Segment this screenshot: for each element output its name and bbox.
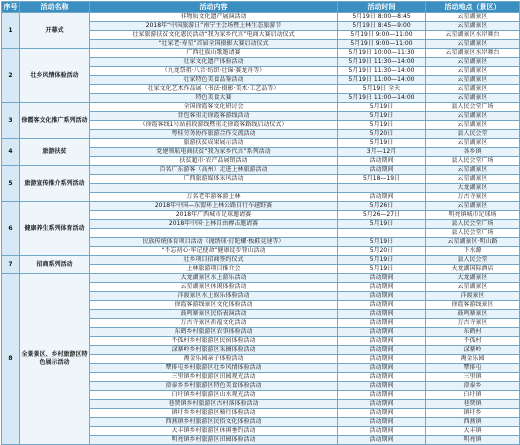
activity-date: 5月19日 — [369, 220, 394, 227]
activity-date: 活动期间 — [369, 436, 394, 443]
activity-time — [338, 274, 426, 283]
activity-place: 明亮镇 — [426, 436, 520, 445]
activity-content: 全国徐霞客文化研讨会 — [90, 103, 338, 112]
activity-date: 5月19日 — [348, 76, 372, 83]
activity-name: 徐霞客文化推广系列活动 — [20, 103, 90, 139]
activity-date: 活动期间 — [369, 337, 394, 344]
activity-time — [338, 409, 426, 418]
activity-place: 镇圩乡 — [426, 409, 520, 418]
activity-name: 旅游宣传推介系列活动 — [20, 166, 90, 202]
activity-time — [338, 67, 426, 76]
activity-date: 5月19日 — [348, 49, 372, 56]
activity-time — [338, 220, 426, 229]
activity-place: 万古寺景区 — [426, 193, 520, 202]
activity-time — [338, 427, 426, 436]
activity-time — [338, 346, 426, 355]
activity-place: 澄泰乡 — [426, 382, 520, 391]
activity-time — [338, 238, 426, 247]
activity-content: 巷贤镇乡村旅游区古村落体验活动 — [90, 400, 338, 409]
activity-place: 县人民会堂广场 — [426, 229, 520, 238]
row-index: 7 — [2, 256, 20, 274]
activity-time — [338, 202, 426, 211]
activity-place: 覃排屯 — [426, 364, 520, 373]
activity-time — [338, 301, 426, 310]
activity-place: 云星湖景区 — [426, 67, 520, 76]
activity-date: 活动期间 — [369, 418, 394, 425]
activity-place: 不孤村 — [426, 337, 520, 346]
activity-place: 云星湖景区 — [426, 85, 520, 94]
row-index: 5 — [2, 166, 20, 202]
activity-place: 大丰镇 — [426, 427, 520, 436]
activity-hour: 11:30—14:00 — [373, 58, 415, 65]
activity-content: 粤桂劳务协作旅游合作交流活动 — [90, 130, 338, 139]
activity-content: 旅游扶贫成果展示活动 — [90, 139, 338, 148]
activity-content: 广西旅游媒体采风活动 — [90, 175, 338, 184]
activity-content: 上林旅游项目推介会 — [90, 265, 338, 274]
table-body — [2, 13, 520, 445]
activity-time — [338, 265, 426, 274]
activity-time — [338, 94, 426, 103]
activity-place: 县人民会堂 — [426, 256, 520, 265]
activity-time — [338, 40, 426, 49]
activity-time — [338, 418, 426, 427]
activity-time — [338, 112, 426, 121]
activity-time — [338, 355, 426, 364]
activity-time — [338, 364, 426, 373]
activity-time — [338, 85, 426, 94]
activity-date: 活动期间 — [369, 409, 394, 416]
activity-place: 云星湖景区 — [426, 22, 520, 31]
activity-content: 明亮镇乡村旅游区田园体验活动 — [90, 436, 338, 445]
activity-content: 壮家特色美食品鉴活动 — [90, 76, 338, 85]
activity-time — [338, 76, 426, 85]
activity-content: （九龙祭祖·八音·纺织·壮锦·赛龙舟等） — [90, 67, 338, 76]
table-row — [2, 256, 520, 265]
activity-content: 西燕镇乡村旅游区民俗文化体验活动 — [90, 418, 338, 427]
activity-date: 活动期间 — [369, 391, 394, 398]
activity-name: 开幕式 — [20, 13, 90, 49]
activity-time — [338, 373, 426, 382]
activity-date: 3月—12月 — [366, 148, 397, 155]
activity-time — [338, 157, 426, 166]
table-row — [2, 103, 520, 112]
header-place: 活动地点（景区） — [426, 2, 520, 13]
activity-place: 西燕镇 — [426, 418, 520, 427]
activity-hour: 8:00—8:45 — [377, 13, 411, 20]
activity-place: 各乡镇 — [426, 148, 520, 157]
activity-date: 活动期间 — [369, 355, 394, 362]
activity-name: 健康养生系列体育活动 — [20, 202, 90, 256]
activity-hour: 9:00—11:00 — [375, 40, 413, 47]
row-index: 4 — [2, 139, 20, 166]
activity-place: 天龙湖国际酒店 — [426, 265, 520, 274]
activity-content: 2018年广西城市足球邀请赛 — [90, 211, 338, 220]
table-row — [2, 274, 520, 283]
activity-content: 大丰镇乡村旅游区休闲垂钓活动 — [90, 427, 338, 436]
activity-time — [338, 283, 426, 292]
header-time: 活动时间 — [338, 2, 426, 13]
activity-place: 云星湖景区 — [426, 175, 520, 184]
activity-time — [338, 13, 426, 22]
activity-content: 渌寨岭乡村旅游区采摘体验活动 — [90, 346, 338, 355]
activity-content: 白圩镇乡村旅游区山水观光活动 — [90, 391, 338, 400]
activity-date: 活动期间 — [369, 319, 394, 326]
activity-content: 鼓鸣寨景区民俗表演活动 — [90, 310, 338, 319]
activity-time — [338, 400, 426, 409]
activity-date: 5月19日 — [348, 58, 372, 65]
activity-place: 大龙湖景区 — [426, 274, 520, 283]
row-index: 2 — [2, 49, 20, 103]
activity-date: 5月19日 — [352, 22, 376, 29]
activity-place: 云星湖景区 — [426, 112, 520, 121]
activity-name: 招商系列活动 — [20, 256, 90, 274]
activity-content — [90, 184, 338, 193]
activity-schedule — [1, 1, 519, 443]
activity-time — [338, 130, 426, 139]
activity-place: 云星湖景区 — [426, 121, 520, 130]
activity-content: 民族传统体育项目活动（抛绣球·打陀螺·板鞋竞速等） — [90, 238, 338, 247]
activity-place: 云星湖景区水岸舞台 — [426, 31, 520, 40]
table-row — [2, 139, 520, 148]
activity-place: 渌寨岭 — [426, 346, 520, 355]
activity-hour: 11:30—14:00 — [373, 67, 415, 74]
activity-date: 5月20日 — [369, 247, 394, 254]
activity-date: 5月26日 — [369, 202, 394, 209]
activity-time — [338, 328, 426, 337]
activity-content: 壮乡项目招商签约仪式 — [90, 256, 338, 265]
activity-place: 云星湖景区 — [426, 76, 520, 85]
activity-date: 5月20日 — [369, 130, 394, 137]
activity-content: 壮家文化艺术作品展（书法·摄影·美术·工艺品等） — [90, 85, 338, 94]
activity-content: “不忘初心·牢记使命”健康徒步登山活动 — [90, 247, 338, 256]
activity-hour: 11:00—14:00 — [373, 94, 415, 101]
activity-date: 5月19日 — [369, 256, 394, 263]
activity-place: 县人民会堂广场 — [426, 103, 520, 112]
activity-date: 5月19日 — [350, 40, 374, 47]
header-content: 活动内容 — [90, 2, 338, 13]
activity-place: 明亮镇城市足球场 — [426, 211, 520, 220]
activity-date: 5月19日 — [369, 121, 394, 128]
activity-content: “壮家老·寿星”首届全国摄影大赛启动仪式 — [90, 40, 338, 49]
activity-date: 活动期间 — [369, 400, 394, 407]
table-row — [2, 49, 520, 58]
activity-time — [338, 166, 426, 175]
activity-content: 扶贫超市·农产品展销活动 — [90, 157, 338, 166]
activity-content: 百名广东游客（高州）走进上林旅游活动 — [90, 166, 338, 175]
activity-time — [338, 436, 426, 445]
activity-time — [338, 382, 426, 391]
activity-place: 云星湖景区·明山路 — [426, 238, 520, 247]
activity-date: 5月19日 — [362, 85, 387, 92]
activity-date: 活动期间 — [369, 382, 394, 389]
activity-date: 5月19日 — [369, 265, 394, 272]
activity-date: 5月19日 — [348, 94, 372, 101]
activity-hour: 8:45—9:00 — [377, 22, 411, 29]
activity-place: 云星湖景区 — [426, 283, 520, 292]
activity-date: 5月19日 — [369, 139, 394, 146]
row-index: 6 — [2, 202, 20, 256]
row-index: 8 — [2, 274, 20, 445]
activity-hour: 全天 — [388, 85, 401, 92]
activity-place: 白圩镇 — [426, 391, 520, 400]
activity-time — [338, 58, 426, 67]
activity-content: 2018年“中国旅游日”南宁主会场暨上林生态旅游节 — [90, 22, 338, 31]
activity-content: 大龙湖景区水上游乐活动 — [90, 274, 338, 283]
activity-date: 5月19日 — [348, 67, 372, 74]
activity-date: 活动期间 — [369, 346, 394, 353]
activity-place: 巷贤镇 — [426, 400, 520, 409]
activity-date: 活动期间 — [369, 373, 394, 380]
activity-time — [338, 49, 426, 58]
activity-time — [338, 139, 426, 148]
row-index: 1 — [2, 13, 20, 49]
activity-content: 三里镇乡村旅游区田园观光活动 — [90, 373, 338, 382]
activity-content: 特色美食大赛 — [90, 94, 338, 103]
activity-content: 壮家文化遗产体验活动 — [90, 58, 338, 67]
table-row — [2, 13, 520, 22]
activity-time — [338, 247, 426, 256]
activity-place: 云星湖景区 — [426, 40, 520, 49]
activity-place: 大龙湖景区 — [426, 184, 520, 193]
activity-date: 5月19日 — [369, 238, 394, 245]
activity-content: 2018年中国·上林自由搏击邀请赛 — [90, 220, 338, 229]
table-row — [2, 166, 520, 175]
activity-content: 淘金乐园亲子体验活动 — [90, 355, 338, 364]
activity-content: 万名老年游客游上林 — [90, 193, 338, 202]
activity-date: 活动期间 — [369, 193, 394, 200]
activity-content: 洋渡景区水上娱乐体验活动 — [90, 292, 338, 301]
activity-place: 东鹤村 — [426, 328, 520, 337]
header-name: 活动名称 — [20, 2, 90, 13]
header-index: 序号 — [3, 3, 18, 11]
activity-hour: 10:00—11:30 — [373, 49, 415, 56]
activity-place: 鼓鸣寨景区 — [426, 310, 520, 319]
activity-time — [338, 175, 426, 184]
activity-content: 云星湖景区休闲体验活动 — [90, 283, 338, 292]
table-header — [2, 2, 520, 13]
activity-place: 万古寺景区 — [426, 319, 520, 328]
activity-date: 活动期间 — [369, 166, 394, 173]
activity-time — [338, 337, 426, 346]
activity-time — [338, 148, 426, 157]
activity-content: 广西壮族山歌邀请赛 — [90, 49, 338, 58]
activity-place: 县人民会堂 — [426, 130, 520, 139]
row-index: 3 — [2, 103, 20, 139]
activity-place: 徐霞客游线景区 — [426, 301, 520, 310]
activity-hour: 9:00—11:00 — [375, 31, 413, 38]
activity-time — [338, 391, 426, 400]
activity-content: 东鹤乡村旅游区农事体验活动 — [90, 328, 338, 337]
activity-place: 云星湖景区水岸舞台 — [426, 49, 520, 58]
activity-date: 活动期间 — [369, 292, 394, 299]
activity-time — [338, 103, 426, 112]
activity-date: 5月19日 — [350, 31, 374, 38]
activity-time — [338, 292, 426, 301]
activity-date: 活动期间 — [369, 283, 394, 290]
schedule-table — [1, 1, 520, 445]
activity-time — [338, 193, 426, 202]
activity-content: 非物质文化遗产展演活动 — [90, 13, 338, 22]
activity-place: 县人民会堂广场 — [426, 220, 520, 229]
activity-content: 2018年中国—东盟环上林公路自行车越野赛 — [90, 202, 338, 211]
activity-place: 淘金乐园 — [426, 355, 520, 364]
activity-content: 背包客重走徐霞客游线活动 — [90, 112, 338, 121]
activity-place: 下水源 — [426, 247, 520, 256]
activity-time — [338, 121, 426, 130]
activity-place: 云星湖景区 — [426, 202, 520, 211]
activity-content: 壮家旅游扶贫文化惠民活动“我为家乡代言”电商大赛启动仪式 — [90, 31, 338, 40]
activity-place: 云星湖景区 — [426, 94, 520, 103]
activity-time — [338, 256, 426, 265]
activity-content: 徐霞客游线景区文化体验活动 — [90, 301, 338, 310]
activity-content: 万古寺景区祈福文化活动 — [90, 319, 338, 328]
table-row — [2, 202, 520, 211]
activity-time — [338, 22, 426, 31]
activity-content — [90, 229, 338, 238]
activity-name: 旅游扶贫 — [20, 139, 90, 166]
activity-date: 活动期间 — [369, 427, 394, 434]
activity-place: 云星湖景区 — [426, 139, 520, 148]
activity-place: 三里镇 — [426, 373, 520, 382]
activity-time — [338, 184, 426, 193]
activity-place: 云星湖景区 — [426, 13, 520, 22]
activity-time — [338, 31, 426, 40]
activity-date: 5月18—19日 — [362, 175, 401, 182]
activity-time — [338, 319, 426, 328]
activity-date: 5月26—27日 — [362, 211, 401, 218]
activity-date: 活动期间 — [369, 310, 394, 317]
activity-date: 5月19日 — [369, 112, 394, 119]
activity-place: 云星湖景区 — [426, 58, 520, 67]
activity-date: 活动期间 — [369, 157, 394, 164]
activity-date: 5月19日 — [352, 13, 376, 20]
activity-content: 镇圩乡乡村旅游区骑行体验活动 — [90, 409, 338, 418]
activity-date: 活动期间 — [369, 328, 394, 335]
activity-content: 不孤村乡村旅游区民宿体验活动 — [90, 337, 338, 346]
activity-place: 洋渡景区 — [426, 292, 520, 301]
activity-time — [338, 211, 426, 220]
activity-place: 云星湖景区 — [426, 166, 520, 175]
activity-content: 党建领航电商扶贫“我为家乡代言”系列活动 — [90, 148, 338, 157]
activity-date: 5月19日 — [369, 103, 394, 110]
activity-place: 县人民会堂广场 — [426, 157, 520, 166]
activity-name: 全景景区、乡村旅游区特色展示活动 — [20, 274, 90, 445]
activity-hour: 11:00—14:00 — [373, 76, 415, 83]
activity-date: 活动期间 — [369, 364, 394, 371]
activity-time — [338, 310, 426, 319]
activity-content: 覃排屯乡村旅游区壮乡风情体验活动 — [90, 364, 338, 373]
activity-time — [338, 229, 426, 238]
activity-name: 壮乡风情体验活动 — [20, 49, 90, 103]
activity-date: 活动期间 — [369, 301, 394, 308]
activity-content: （徐霞客线1号站前段游线暨重走徐霞客路线启动仪式） — [90, 121, 338, 130]
activity-date: 活动期间 — [369, 274, 394, 281]
activity-content: 澄泰乡乡村旅游区特色美食体验活动 — [90, 382, 338, 391]
